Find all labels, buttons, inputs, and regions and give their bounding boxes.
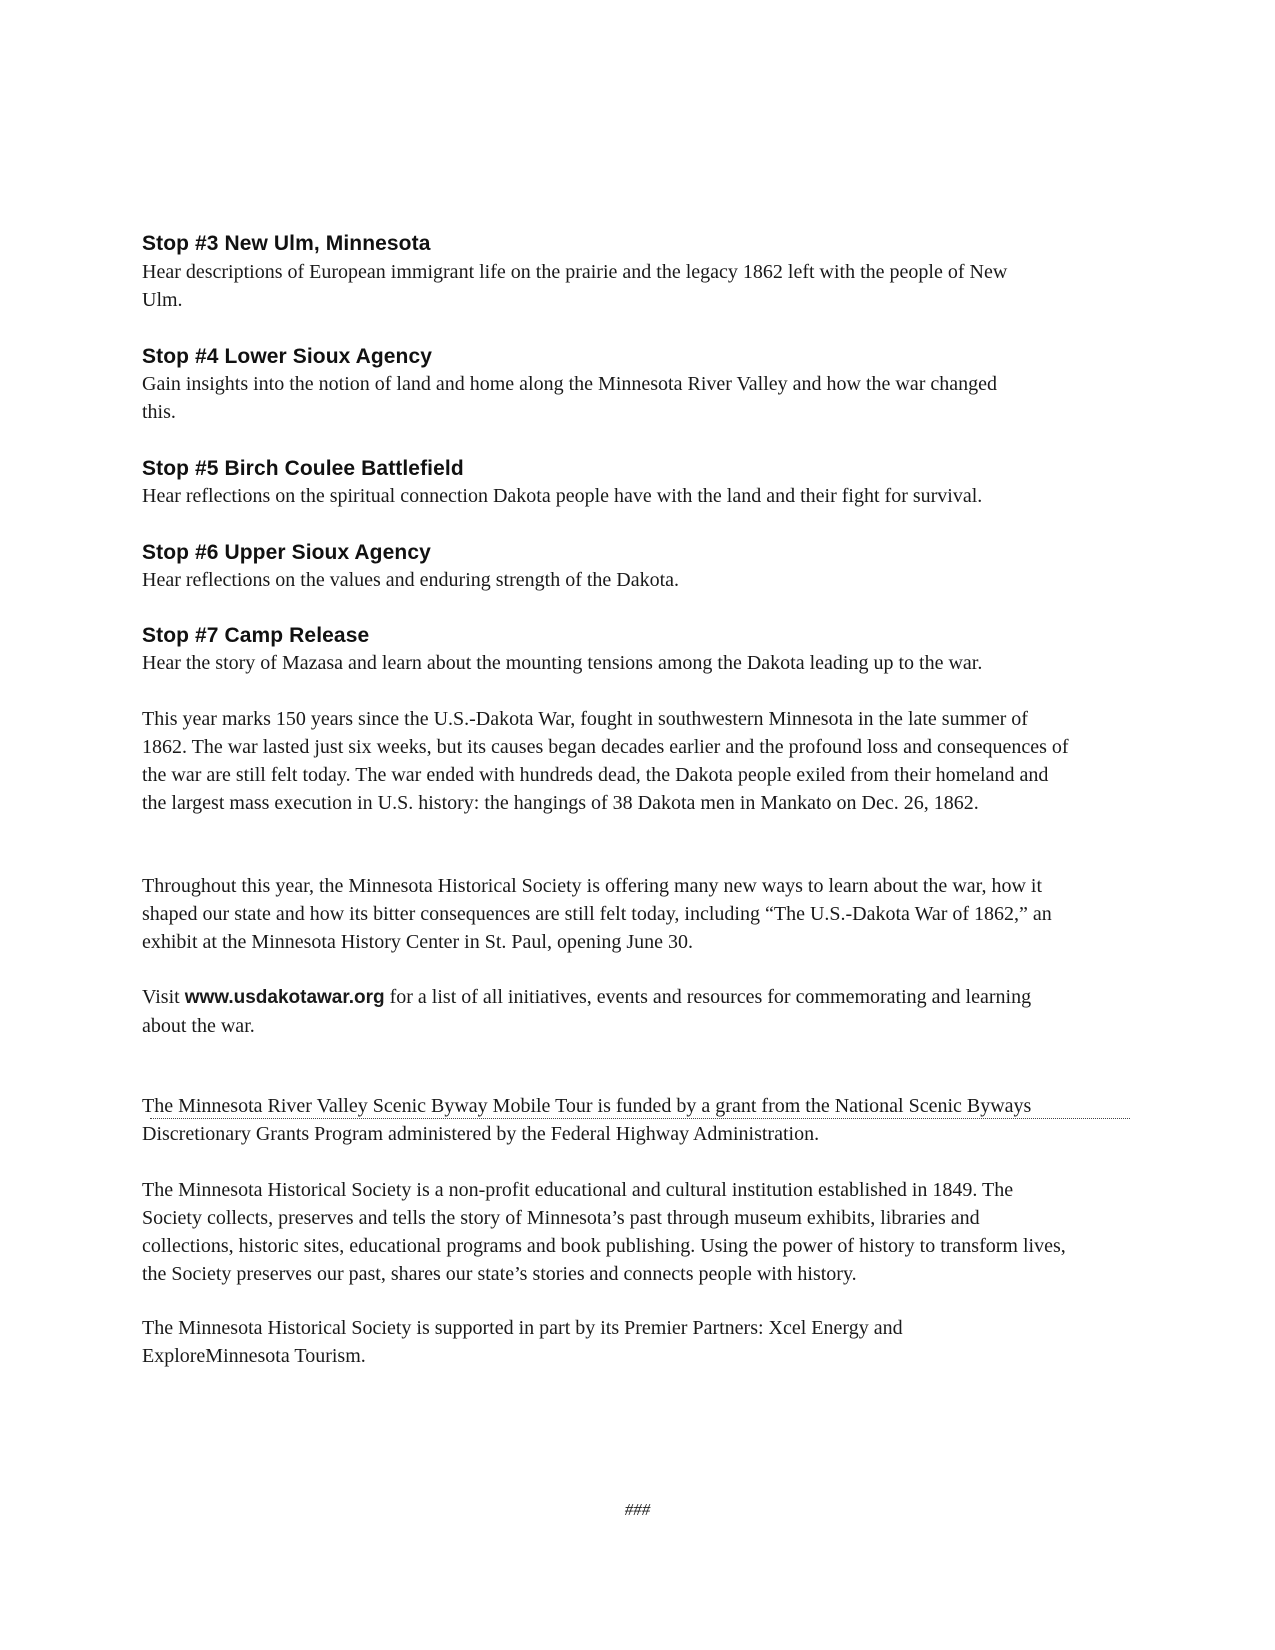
partners-paragraph: The Minnesota Historical Society is supported in part by its Premier Partners: Xcel Energy and ExploreMinnesota Tourism.: [142, 1317, 903, 1367]
end-mark: ###: [624, 1500, 651, 1519]
visit-prefix: Visit: [142, 986, 185, 1008]
funding-paragraph: The Minnesota River Valley Scenic Byway Mobile Tour is funded by a grant from the National Scenic Byways Discretionary Grants Program administered by the Federal Highway Administration.: [142, 1095, 1032, 1145]
stop-5-description: Hear reflections on the spiritual connection Dakota people have with the land and their fight for survival.: [142, 485, 983, 507]
stop-7-heading: Stop #7 Camp Release: [142, 624, 370, 647]
stop-7-description: Hear the story of Mazasa and learn about the mounting tensions among the Dakota leading up to the war.: [142, 652, 983, 674]
stop-5-heading: Stop #5 Birch Coulee Battlefield: [142, 457, 464, 480]
stop-4-description: Gain insights into the notion of land and home along the Minnesota River Valley and how the war changed this.: [142, 373, 998, 423]
website-link[interactable]: www.usdakotawar.org: [184, 987, 385, 1008]
stop-3-heading: Stop #3 New Ulm, Minnesota: [142, 232, 431, 255]
society-paragraph: The Minnesota Historical Society is a non-profit educational and cultural institution established in 1849. The Society collects, preserves and tells the story of Minnesota’s past through museum exhibits, libraries and collections, historic sites, educational programs and book publishing. Using the power of history to transform lives, the Society preserves our past, shares our state’s stories and connects people with history.: [142, 1179, 1066, 1285]
offerings-paragraph: Throughout this year, the Minnesota Historical Society is offering many new ways to learn about the war, how it shaped our state and how its bitter consequences are still felt today, including “The U.S.-Dakota War of 1862,” an exhibit at the Minnesota History Center in St. Paul, opening June 30.: [142, 875, 1052, 953]
anniversary-paragraph: This year marks 150 years since the U.S.-Dakota War, fought in southwestern Minnesota in the late summer of 1862. The war lasted just six weeks, but its causes began decades earlier and the profound loss and consequences of the war are still felt today. The war ended with hundreds dead, the Dakota people exiled from their homeland and the largest mass execution in U.S. history: the hangings of 38 Dakota men in Mankato on Dec. 26, 1862.: [142, 708, 1069, 814]
stop-4-heading: Stop #4 Lower Sioux Agency: [142, 345, 433, 368]
visit-paragraph: [142, 983, 1052, 1040]
visit-suffix: for a list of all initiatives, events and resources for commemorating and learning about the war.: [142, 986, 1032, 1037]
stop-3-description: Hear descriptions of European immigrant life on the prairie and the legacy 1862 left with the people of New Ulm.: [142, 261, 1008, 311]
stop-6-description: Hear reflections on the values and enduring strength of the Dakota.: [142, 569, 680, 591]
stop-6-heading: Stop #6 Upper Sioux Agency: [142, 541, 431, 564]
